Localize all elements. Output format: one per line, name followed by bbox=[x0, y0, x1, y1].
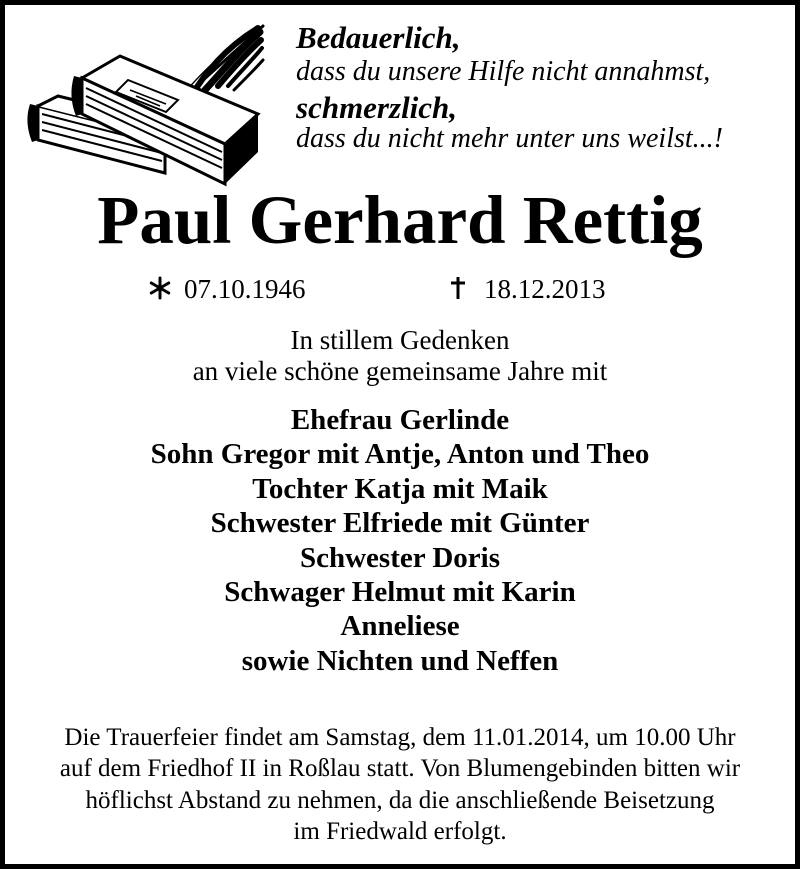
cross-icon bbox=[448, 276, 476, 305]
mourners-list bbox=[0, 403, 800, 678]
mourner-line: Anneliese bbox=[340, 610, 460, 643]
funeral-notice bbox=[0, 722, 800, 848]
mourner-line: Schwager Helmut mit Karin bbox=[224, 576, 576, 609]
mourner-line: Ehefrau Gerlinde bbox=[290, 404, 510, 436]
funeral-line: höflichst Abstand zu nehmen, da die anschließende Beisetzung bbox=[85, 786, 715, 814]
mourner-line: Schwester Elfriede mit Günter bbox=[210, 507, 590, 540]
quote-block bbox=[296, 22, 786, 159]
memory-line-2: an viele schöne gemeinsame Jahre mit bbox=[192, 356, 608, 386]
death-date: 18.12.2013 bbox=[484, 274, 606, 304]
memory-line-1: In stillem Gedenken bbox=[290, 325, 510, 355]
memory-text bbox=[0, 325, 800, 387]
mourner-line: Schwester Doris bbox=[299, 541, 500, 574]
quote-line-1: Bedauerlich, bbox=[296, 20, 461, 55]
deceased-name: Paul Gerhard Rettig bbox=[97, 182, 703, 258]
death-date-row bbox=[448, 276, 606, 305]
funeral-line: auf dem Friedhof II in Roßlau statt. Von Blumengebinden bitten wir bbox=[59, 755, 741, 783]
mourner-line: sowie Nichten und Neffen bbox=[241, 644, 559, 677]
asterisk-icon bbox=[148, 276, 176, 305]
book-with-quill-icon bbox=[20, 18, 280, 188]
birth-date-row bbox=[148, 276, 306, 305]
birth-date: 07.10.1946 bbox=[184, 274, 306, 304]
mourner-line: Tochter Katja mit Maik bbox=[252, 472, 548, 505]
quote-line-4: dass du nicht mehr unter uns weilst...! bbox=[296, 123, 723, 154]
quote-line-3: schmerzlich, bbox=[296, 90, 458, 125]
funeral-line: im Friedwald erfolgt. bbox=[293, 818, 507, 846]
quote-line-2: dass du unsere Hilfe nicht annahmst, bbox=[296, 56, 711, 87]
mourner-line: Sohn Gregor mit Antje, Anton und Theo bbox=[150, 438, 650, 471]
funeral-line: Die Trauerfeier findet am Samstag, dem 11.01.2014, um 10.00 Uhr bbox=[64, 724, 736, 751]
